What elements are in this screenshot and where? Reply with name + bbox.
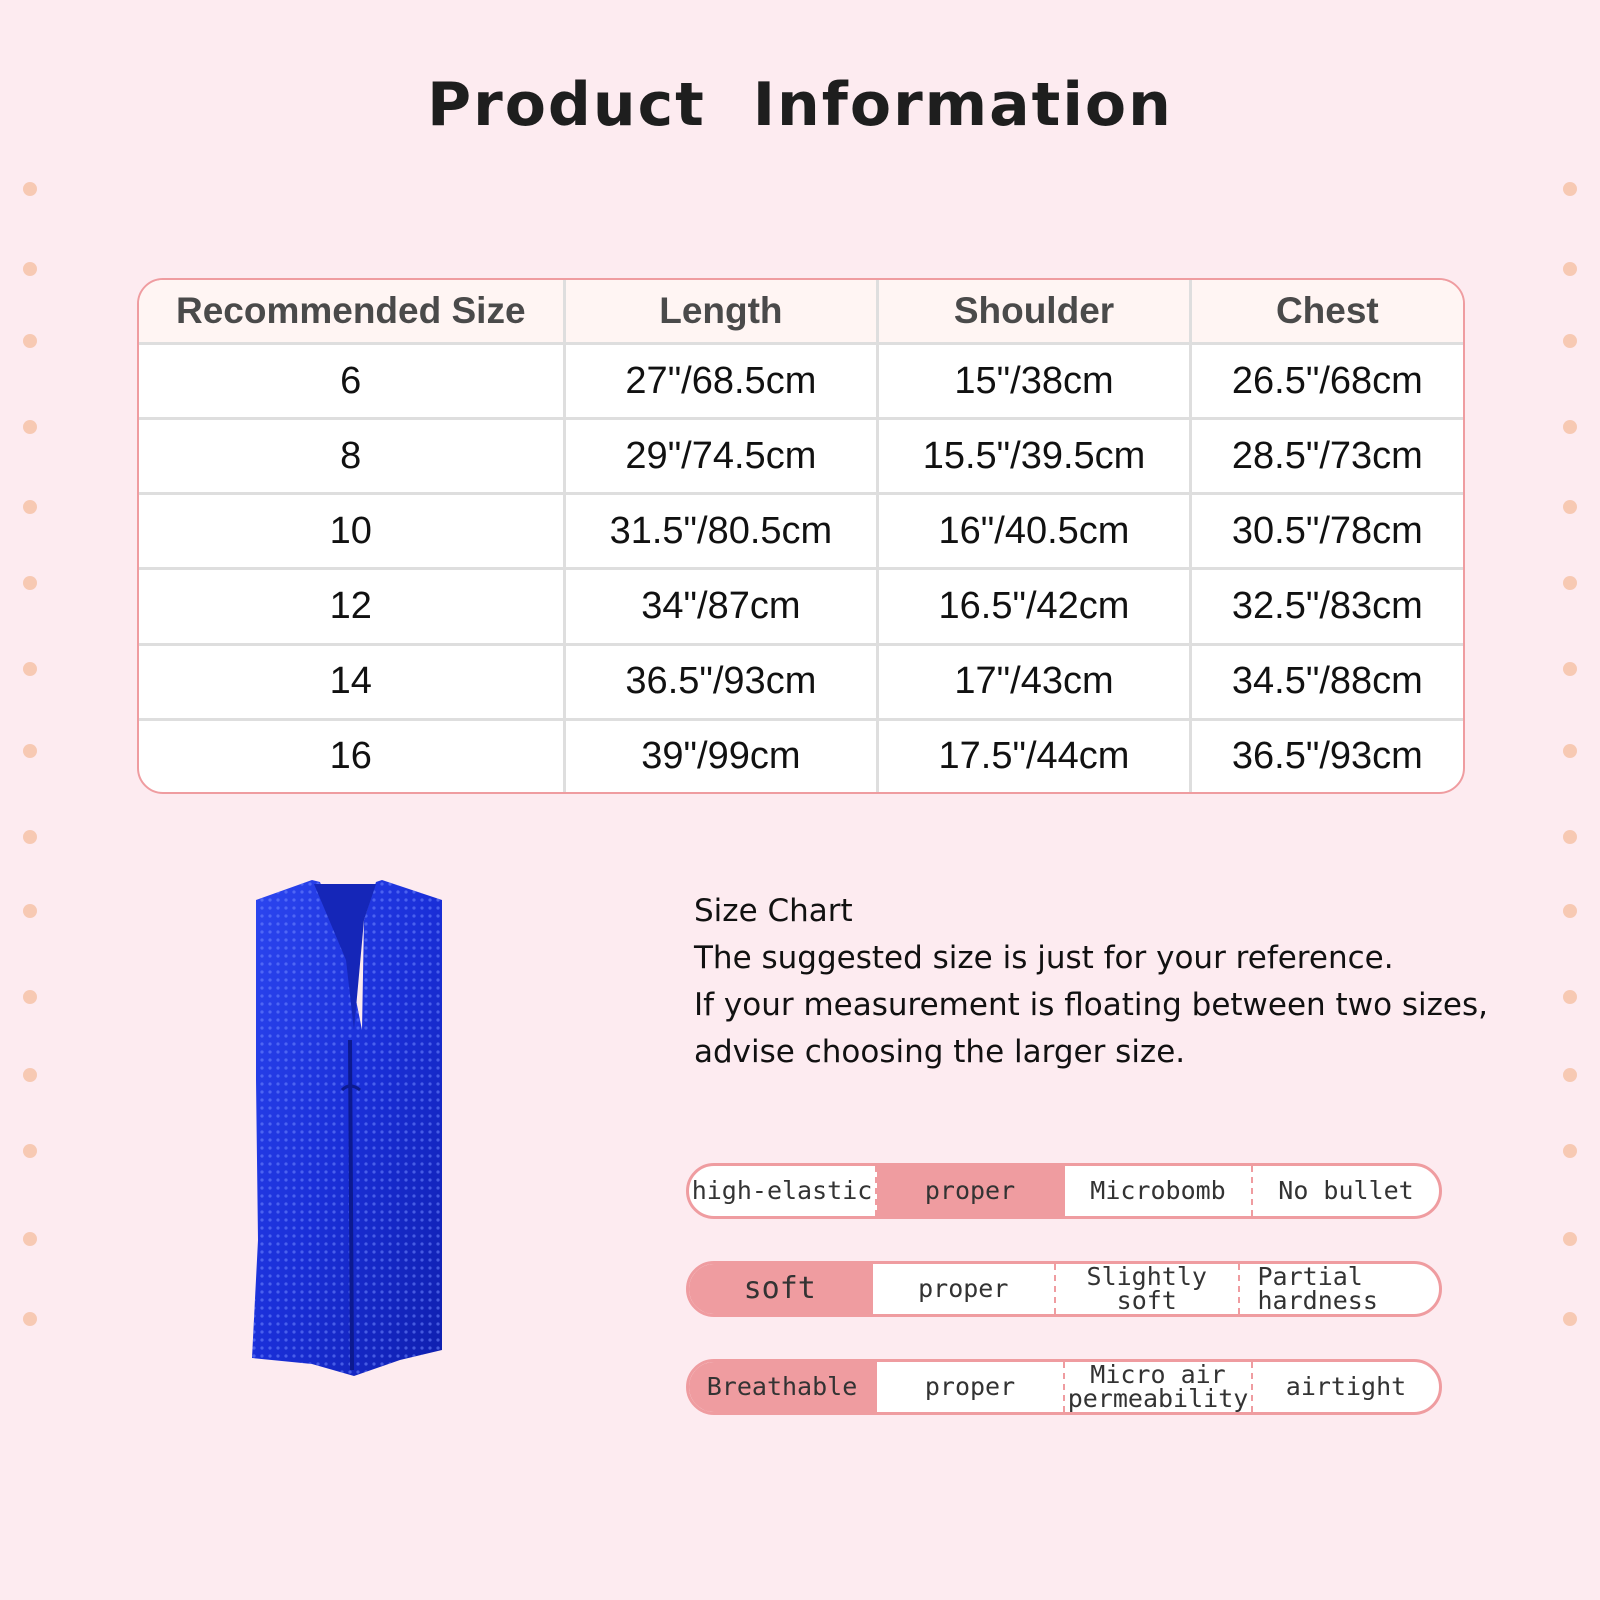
cell-length: 29"/74.5cm xyxy=(564,419,878,494)
cell-shoulder: 17"/43cm xyxy=(878,644,1190,719)
sequin-vest-icon xyxy=(250,880,460,1400)
cell-size: 12 xyxy=(139,569,564,644)
elasticity-option-no-bullet: No bullet xyxy=(1278,1176,1414,1205)
size-chart-text-2: If your measurement is floating between two sizes, xyxy=(694,987,1488,1023)
breathability-option-breathable: Breathable xyxy=(689,1362,877,1412)
cell-length: 34"/87cm xyxy=(564,569,878,644)
cell-chest: 34.5"/88cm xyxy=(1190,644,1463,719)
size-table xyxy=(137,278,1465,794)
header-shoulder: Shoulder xyxy=(878,280,1190,344)
cell-shoulder: 17.5"/44cm xyxy=(878,719,1190,792)
size-chart-note xyxy=(694,888,1488,1076)
size-chart-text-3: advise choosing the larger size. xyxy=(694,1034,1186,1070)
table-row xyxy=(139,419,1463,494)
cell-length: 27"/68.5cm xyxy=(564,344,878,419)
softness-option-soft: soft xyxy=(689,1264,873,1314)
decorative-dots-right xyxy=(1560,170,1580,1350)
table-row xyxy=(139,719,1463,792)
cell-shoulder: 15"/38cm xyxy=(878,344,1190,419)
breathability-bar xyxy=(686,1359,1442,1415)
cell-shoulder: 15.5"/39.5cm xyxy=(878,419,1190,494)
cell-length: 39"/99cm xyxy=(564,719,878,792)
cell-shoulder: 16.5"/42cm xyxy=(878,569,1190,644)
cell-size: 6 xyxy=(139,344,564,419)
cell-chest: 32.5"/83cm xyxy=(1190,569,1463,644)
elasticity-bar xyxy=(686,1163,1442,1219)
cell-chest: 36.5"/93cm xyxy=(1231,734,1423,777)
cell-size: 8 xyxy=(139,419,564,494)
cell-size: 16 xyxy=(139,719,564,792)
header-length: Length xyxy=(564,280,878,344)
elasticity-option-high-elastic: high-elastic xyxy=(689,1166,877,1216)
decorative-dots-left xyxy=(20,170,40,1350)
table-row xyxy=(139,344,1463,419)
softness-option-proper: proper xyxy=(873,1264,1057,1314)
table-row xyxy=(139,494,1463,569)
elasticity-option-microbomb: Microbomb xyxy=(1065,1166,1253,1216)
header-chest: Chest xyxy=(1190,280,1463,344)
table-row xyxy=(139,644,1463,719)
breathability-option-airtight: airtight xyxy=(1285,1372,1407,1401)
breathability-option-micro-air-permeability: Micro air permeability xyxy=(1065,1362,1253,1412)
softness-option-partial-hardness: Partial hardness xyxy=(1257,1262,1378,1315)
page-title: Product Information xyxy=(427,70,1173,140)
cell-chest: 28.5"/73cm xyxy=(1190,419,1463,494)
elasticity-option-proper: proper xyxy=(877,1166,1065,1216)
cell-length: 31.5"/80.5cm xyxy=(564,494,878,569)
cell-size: 10 xyxy=(139,494,564,569)
product-image xyxy=(250,880,460,1400)
header-recommended-size: Recommended Size xyxy=(139,280,564,344)
cell-chest: 26.5"/68cm xyxy=(1190,344,1463,419)
cell-shoulder: 16"/40.5cm xyxy=(878,494,1190,569)
cell-size: 14 xyxy=(139,644,564,719)
table-row xyxy=(139,569,1463,644)
cell-length: 36.5"/93cm xyxy=(564,644,878,719)
table-header-row xyxy=(139,280,1463,344)
cell-chest: 30.5"/78cm xyxy=(1190,494,1463,569)
breathability-option-proper: proper xyxy=(877,1362,1065,1412)
softness-option-slightly-soft: Slightly soft xyxy=(1056,1264,1240,1314)
softness-bar xyxy=(686,1261,1442,1317)
size-chart-heading: Size Chart xyxy=(694,893,853,929)
size-chart-text-1: The suggested size is just for your reference. xyxy=(694,940,1394,976)
